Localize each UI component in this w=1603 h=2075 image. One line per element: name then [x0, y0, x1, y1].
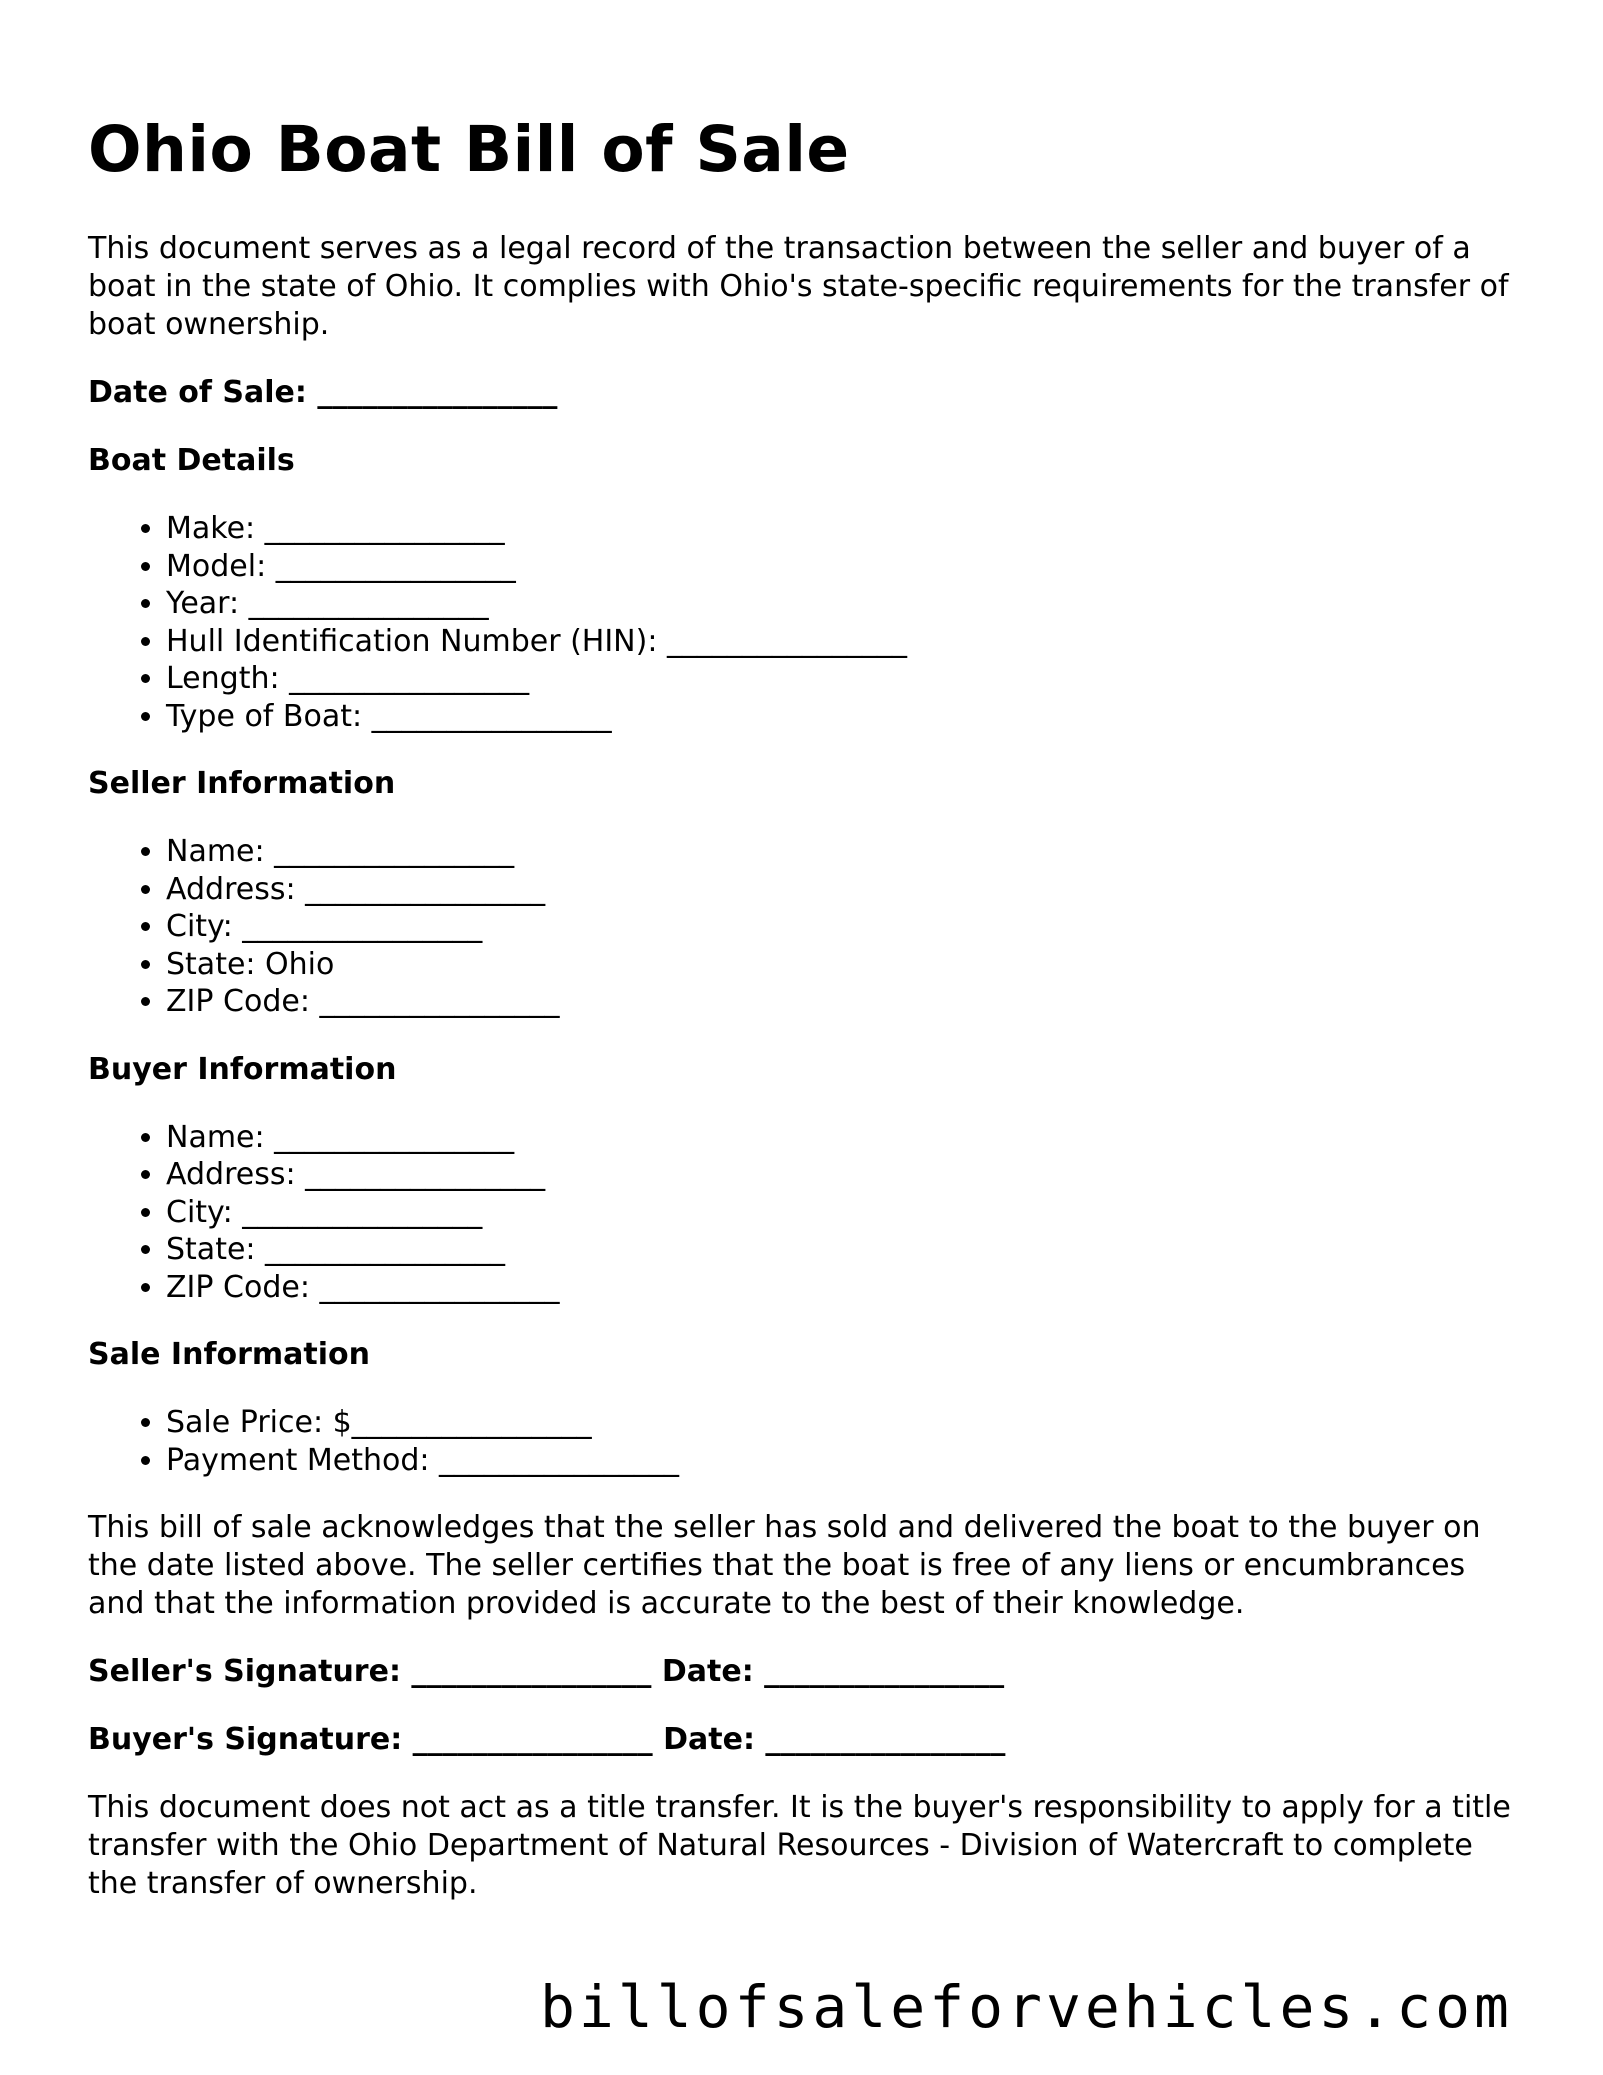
watermark-text: billofsaleforvehicles.com — [540, 1973, 1513, 2041]
boat-length-item: • Length: ________________ — [166, 660, 1528, 698]
seller-signature-line — [88, 1653, 1528, 1691]
buyer-date-blank: ________________ — [765, 1722, 1006, 1757]
seller-address-item: • Address: ________________ — [166, 871, 1528, 909]
seller-date-label: Date: — [661, 1654, 754, 1689]
document-page — [88, 110, 1528, 1903]
buyer-signature-blank: ________________ — [412, 1722, 653, 1757]
seller-city-item: • City: ________________ — [166, 908, 1528, 946]
sale-price-item: • Sale Price: $________________ — [166, 1404, 1528, 1442]
boat-details-heading: Boat Details — [88, 443, 295, 478]
intro-paragraph: This document serves as a legal record of the transaction between the seller and buyer of a boat in the state of Ohio. It complies with Ohio's state-specific requirements for the transfer of boat ownership. — [88, 231, 1509, 342]
seller-signature-blank: ________________ — [411, 1654, 652, 1689]
buyer-state-item: • State: ________________ — [166, 1231, 1528, 1269]
buyer-date-label: Date: — [663, 1722, 755, 1757]
buyer-info-list — [88, 1119, 1528, 1307]
seller-info-list — [88, 833, 1528, 1021]
buyer-signature-label: Buyer's Signature: — [88, 1722, 403, 1757]
sale-info-list — [88, 1404, 1528, 1479]
seller-name-item: • Name: ________________ — [166, 833, 1528, 871]
payment-method-item: • Payment Method: ________________ — [166, 1442, 1528, 1480]
buyer-zip-item: • ZIP Code: ________________ — [166, 1269, 1528, 1307]
document-title: Ohio Boat Bill of Sale — [88, 113, 850, 186]
boat-hin-item: • Hull Identification Number (HIN): ________________ — [166, 623, 1528, 661]
seller-state-item: • State: Ohio — [166, 946, 1528, 984]
boat-year-item: • Year: ________________ — [166, 585, 1528, 623]
closing-paragraph: This document does not act as a title transfer. It is the buyer's responsibility to apply for a title transfer with the Ohio Department of Natural Resources - Division of Watercraft to complete the transfer of ownership. — [88, 1790, 1511, 1901]
buyer-signature-line — [88, 1721, 1528, 1759]
seller-signature-label: Seller's Signature: — [88, 1654, 401, 1689]
boat-type-item: • Type of Boat: ________________ — [166, 698, 1528, 736]
buyer-city-item: • City: ________________ — [166, 1194, 1528, 1232]
seller-zip-item: • ZIP Code: ________________ — [166, 983, 1528, 1021]
buyer-name-item: • Name: ________________ — [166, 1119, 1528, 1157]
boat-model-item: • Model: ________________ — [166, 548, 1528, 586]
date-of-sale-blank: ________________ — [317, 375, 558, 410]
acknowledgement-paragraph: This bill of sale acknowledges that the seller has sold and delivered the boat to the buyer on the date listed above. The seller certifies that the boat is free of any liens or encumbrances and that the information provided is accurate to the best of their knowledge. — [88, 1510, 1481, 1621]
boat-details-list — [88, 510, 1528, 735]
buyer-info-heading: Buyer Information — [88, 1051, 397, 1087]
date-of-sale-label: Date of Sale: — [88, 375, 307, 410]
date-of-sale-line — [88, 374, 1528, 412]
seller-date-blank: ________________ — [764, 1654, 1005, 1689]
buyer-address-item: • Address: ________________ — [166, 1156, 1528, 1194]
sale-info-heading: Sale Information — [88, 1337, 370, 1372]
seller-info-heading: Seller Information — [88, 766, 396, 801]
boat-make-item: • Make: ________________ — [166, 510, 1528, 548]
